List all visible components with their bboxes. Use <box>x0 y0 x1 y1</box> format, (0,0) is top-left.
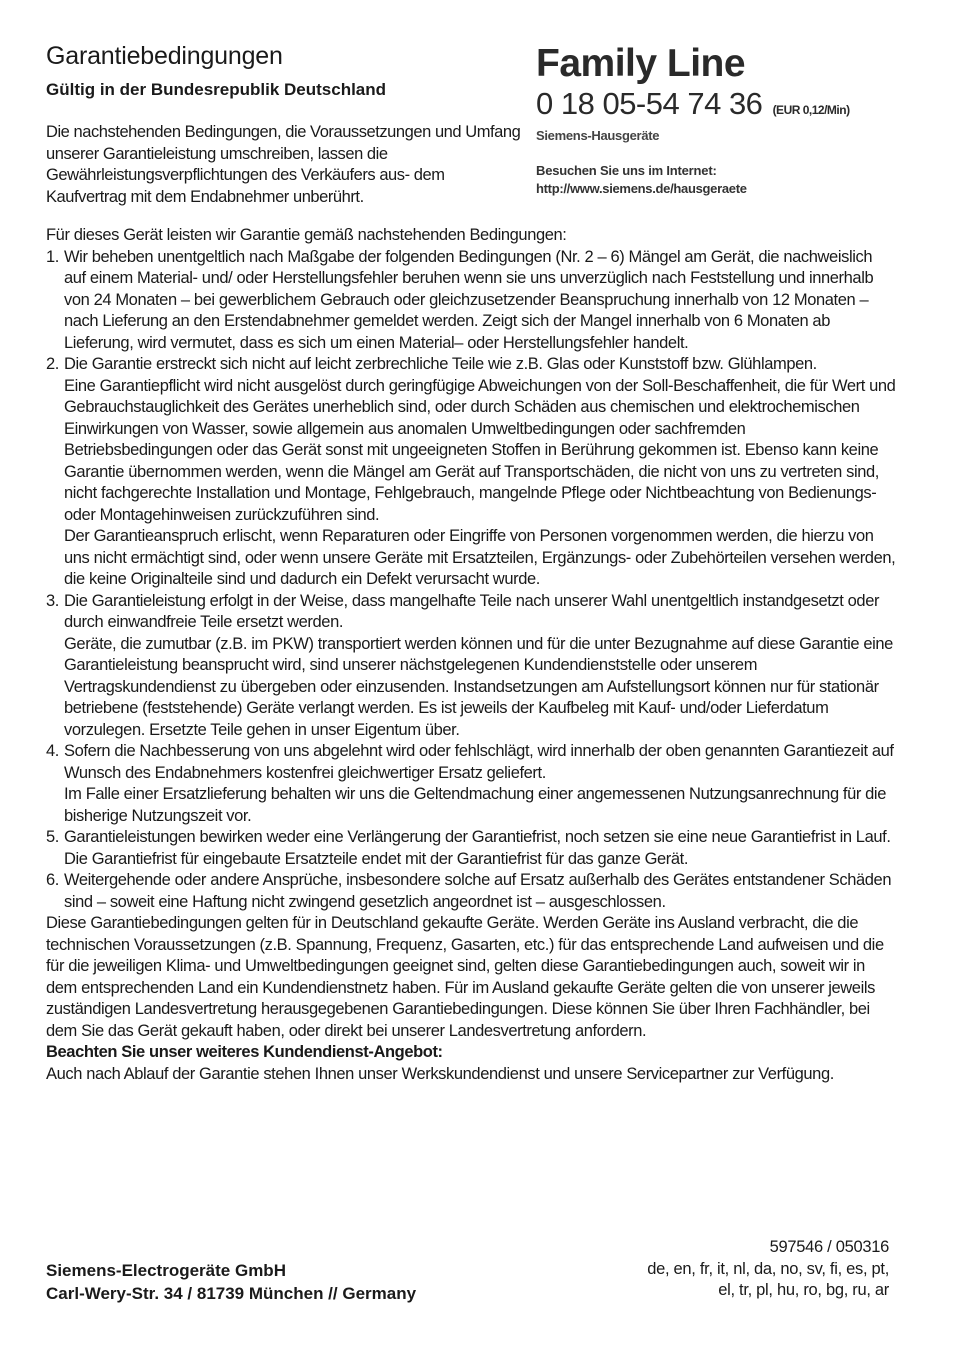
document-info <box>647 1237 889 1302</box>
item-number: 1. <box>46 247 59 266</box>
terms-lead: Für dieses Gerät leisten wir Garantie gemäß nachstehenden Bedingungen: <box>46 226 567 244</box>
service-paragraph: Auch nach Ablauf der Garantie stehen Ihnen unser Werkskundendienst und unsere Servicepartner zur Verfügung. <box>46 1064 834 1083</box>
terms-item-1 <box>46 247 896 355</box>
item-number: 2. <box>46 355 59 373</box>
hotline-visit-text: Besuchen Sie uns im Internet: <box>536 163 717 178</box>
item-paragraph: Eine Garantiepflicht wird nicht ausgelöst durch geringfügige Abweichungen von der Soll-Beschaffenheit, die für Wert und Gebrauchstauglichkeit des Gerätes unerheblich sind, oder durch Schäden aus chemischen und elektrochemischen Einwirkungen von Wasser, sowie allgemein aus anomalen Umweltbedingungen oder sachfremden Betriebsbedingungen oder das Gerät sonst mit ungeeigneten Stoffen in Berührung gekommen ist. Ebenso kann keine Garantie übernommen werden, wenn die Mängel am Gerät auf Transportschäden, die nicht von uns zu vertreten sind, nicht fachgerechte Installation und Montage, Fehlgebrauch, mangelnde Pflege oder Nichtbeachtung von Bedienungs- oder Montagehinweisen zurückzuführen sind. <box>64 376 896 524</box>
hotline-brand: Siemens-Hausgeräte <box>536 128 660 143</box>
hotline-title: Family Line <box>536 42 746 85</box>
company-block <box>46 1259 416 1305</box>
page-title: Garantiebedingungen <box>46 42 283 70</box>
validity-subtitle: Gültig in der Bundesrepublik Deutschland <box>46 80 387 99</box>
hotline-rate: (EUR 0,12/Min) <box>772 103 850 117</box>
terms-item-4 <box>46 741 896 827</box>
item-number: 6. <box>46 871 59 889</box>
terms-body <box>46 225 896 1085</box>
item-paragraph: Wir beheben unentgeltlich nach Maßgabe der folgenden Bedingungen (Nr. 2 – 6) Mängel am Gerät, die nachweislich auf einem Material- und/ oder Herstellungsfehler beruhen wenn sie uns unverzüglich nach Feststellung und innerhalb von 24 Monaten – bei gewerblichem Gebrauch oder gleichzusetzender Beanspruchung innerhalb von 12 Monaten – nach Lieferung an den Erstendabnehmer gemeldet werden. Zeigt sich der Mangel innerhalb von 6 Monaten ab Lieferung, wird vermutet, dass es sich um einen Material– oder Herstellungsfehler handelt. <box>64 247 874 352</box>
service-heading: Beachten Sie unser weiteres Kundendienst-Angebot: <box>46 1043 443 1061</box>
terms-item-3 <box>46 591 896 742</box>
item-paragraph: Geräte, die zumutbar (z.B. im PKW) transportiert werden können und für die unter Bezugnahme auf diese Garantie eine Garantieleistung beansprucht wird, sind unserer nächstgelegenen Kundendienststelle oder unserem Vertragskundendienst zu übergeben oder einzusenden. Instandsetzungen am Aufstellungsort können nur für stationär betriebene (feststehende) Geräte verlangt werden. Es ist jeweils der Kaufbeleg mit Kauf- und/oder Lieferdatum vorzulegen. Ersetzte Teile gehen in unser Eigentum über. <box>64 634 893 739</box>
item-paragraph: Die Garantie erstreckt sich nicht auf leicht zerbrechliche Teile wie z.B. Glas oder Kunststoff bzw. Glühlampen. <box>64 355 817 373</box>
hotline-url: http://www.siemens.de/hausgeraete <box>536 181 747 196</box>
item-paragraph: Die Garantieleistung erfolgt in der Weise, dass mangelhafte Teile nach unserer Wahl unentgeltlich instandgesetzt oder durch einwandfreie Teile ersetzt werden. <box>64 591 880 631</box>
terms-list <box>46 247 896 914</box>
document-code: 597546 / 050316 <box>769 1238 889 1256</box>
company-name: Siemens-Electrogeräte GmbH <box>46 1261 286 1280</box>
terms-item-5 <box>46 827 896 870</box>
terms-item-6 <box>46 870 896 913</box>
hotline-number: 0 18 05-54 74 36 <box>536 86 763 121</box>
item-paragraph: Garantieleistungen bewirken weder eine Verlängerung der Garantiefrist, noch setzen sie eine neue Garantiefrist in Lauf. Die Garantiefrist für eingebaute Ersatzteile endet mit der Garantiefrist für das ganze Gerät. <box>64 828 891 868</box>
item-paragraph: Der Garantieanspruch erlischt, wenn Reparaturen oder Eingriffe von Personen vorgenommen werden, die hierzu von uns nicht ermächtigt sind, oder wenn unsere Geräte mit Ersatzteilen, Ergänzungs- oder Zubehörteilen versehen werden, die keine Originalteile sind und dadurch ein Defekt verursacht wurde. <box>64 527 896 588</box>
item-paragraph: Sofern die Nachbesserung von uns abgelehnt wird oder fehlschlägt, wird innerhalb der oben genannten Garantiezeit auf Wunsch des Endabnehmers kostenfrei gleichwertiger Ersatz geliefert. <box>64 742 894 782</box>
hotline-number-line <box>536 86 916 128</box>
item-number: 3. <box>46 591 59 610</box>
item-paragraph: Weitergehende oder andere Ansprüche, insbesondere solche auf Ersatz außerhalb des Gerätes entstandener Schäden sind – soweit eine Haftung nicht zwingend gesetzlich angeordnet ist – ausgeschlossen. <box>64 871 892 911</box>
intro-paragraph: Die nachstehenden Bedingungen, die Voraussetzungen und Umfang unserer Garantieleistung umschreiben, lassen die Gewährleistungsverpflichtungen des Verkäufers aus- dem Kaufvertrag mit dem Endabnehmer unberührt. <box>46 123 521 206</box>
terms-item-2 <box>46 354 896 591</box>
foreign-purchase-paragraph: Diese Garantiebedingungen gelten für in Deutschland gekaufte Geräte. Werden Geräte ins Ausland verbracht, die die technischen Voraussetzungen (z.B. Spannung, Frequenz, Gasarten, etc.) für das entsprechende Land aufweisen und die für die jeweiligen Klima- und Umweltbedingungen geeignet sind, gelten diese Garantiebedingungen auch, soweit wir in dem entsprechenden Land ein Kundendienstnetz haben. Für im Ausland gekaufte Geräte gelten die von unserer jeweils zuständigen Landesvertretung herausgegebenen Garantiebedingungen. Diese können Sie über Ihren Fachhändler, bei dem Sie das Gerät gekauft haben, oder direkt bei unserer Landesvertretung anfordern. <box>46 914 884 1040</box>
item-number: 5. <box>46 828 59 846</box>
company-address: Carl-Wery-Str. 34 / 81739 München // Germany <box>46 1284 417 1303</box>
item-number: 4. <box>46 742 59 760</box>
language-list-2: el, tr, pl, hu, ro, bg, ru, ar <box>718 1281 889 1299</box>
language-list-1: de, en, fr, it, nl, da, no, sv, fi, es, pt, <box>647 1259 889 1278</box>
item-paragraph: Im Falle einer Ersatzlieferung behalten wir uns die Geltendmachung einer angemessenen Nutzungsanrechnung für die bisherige Nutzungszeit vor. <box>64 785 886 825</box>
family-line-hotline <box>536 42 916 198</box>
